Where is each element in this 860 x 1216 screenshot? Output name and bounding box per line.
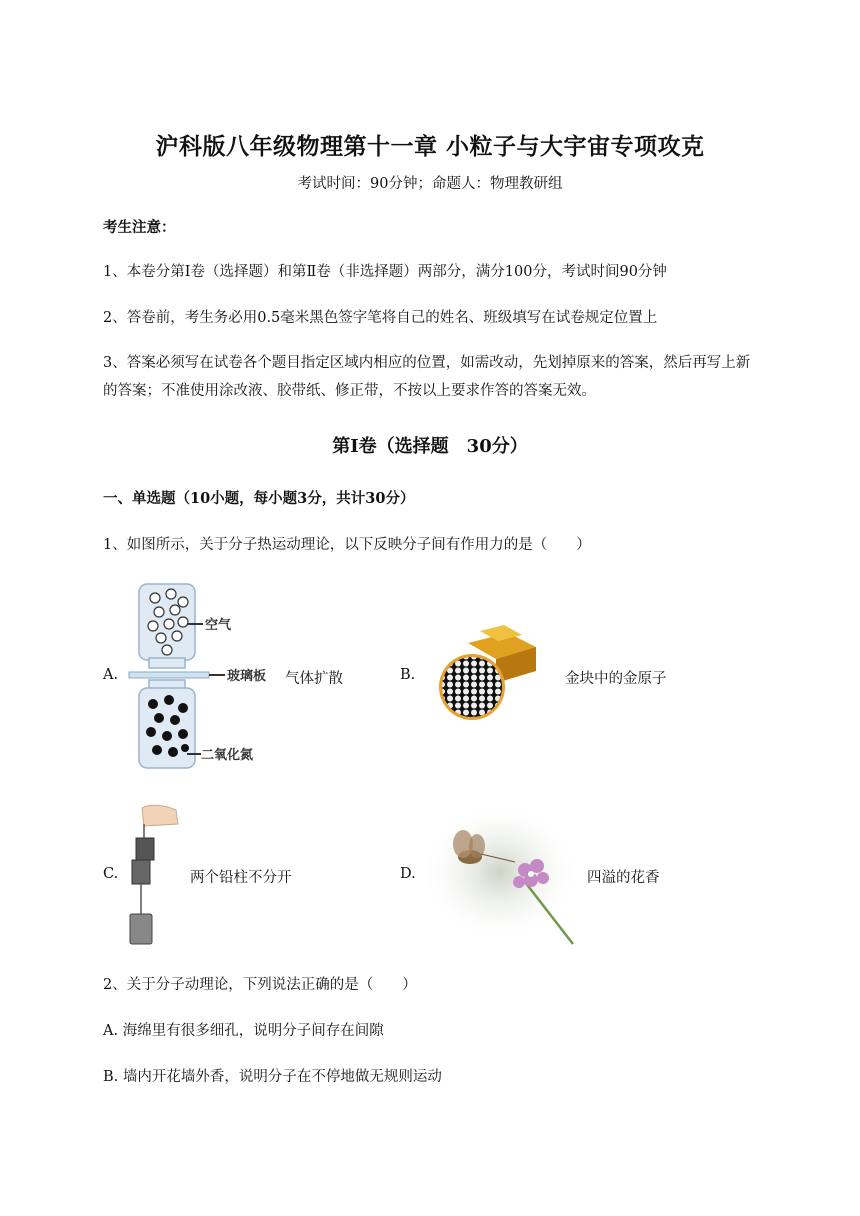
option-a-text: 气体扩散 xyxy=(285,671,343,687)
option-d-letter: D. xyxy=(400,866,416,882)
label-air: 空气 xyxy=(205,618,232,633)
option-b-text: 金块中的金原子 xyxy=(565,671,667,687)
gold-atoms-image xyxy=(438,625,543,725)
option-c-text: 两个铅柱不分开 xyxy=(190,870,292,886)
moth-flower-image xyxy=(425,802,585,947)
question-2-stem: 2、关于分子动理论，下列说法正确的是（ ） xyxy=(103,977,417,993)
option-c-letter: C. xyxy=(103,866,119,882)
notice-item-3-cont: 的答案；不准使用涂改液、胶带纸、修正带，不按以上要求作答的答案无效。 xyxy=(103,383,596,399)
label-no2: 二氧化氮 xyxy=(201,748,254,763)
page-title: 沪科版八年级物理第十一章 小粒子与大宇宙专项攻克 xyxy=(155,133,705,160)
question-2-option-b: B. 墙内开花墙外香，说明分子在不停地做无规则运动 xyxy=(103,1069,442,1085)
option-d-text: 四溢的花香 xyxy=(587,870,660,886)
section-title: 第I卷（选择题 30分） xyxy=(332,436,528,457)
part-heading: 一、单选题（10小题，每小题3分，共计30分） xyxy=(103,490,415,507)
question-1-stem: 1、如图所示，关于分子热运动理论，以下反映分子间有作用力的是（ ） xyxy=(103,537,591,553)
notice-item-1: 1、本卷分第I卷（选择题）和第Ⅱ卷（非选择题）两部分，满分100分，考试时间90分钟 xyxy=(103,264,667,280)
diffusion-jars-image xyxy=(125,580,285,775)
label-glass: 玻璃板 xyxy=(227,669,267,684)
option-b-letter: B. xyxy=(400,667,416,683)
exam-info: 考试时间：90分钟；命题人：物理教研组 xyxy=(297,176,563,192)
lead-cylinders-image xyxy=(122,802,182,947)
notice-item-2: 2、答卷前，考生务必用0.5毫米黑色签字笔将自己的姓名、班级填写在试卷规定位置上 xyxy=(103,310,658,326)
notice-heading: 考生注意： xyxy=(103,219,176,236)
question-2-option-a: A. 海绵里有很多细孔，说明分子间存在间隙 xyxy=(103,1023,384,1039)
option-a-letter: A. xyxy=(103,667,119,683)
notice-item-3: 3、答案必须写在试卷各个题目指定区域内相应的位置，如需改动，先划掉原来的答案，然后再写上新 xyxy=(103,355,751,371)
